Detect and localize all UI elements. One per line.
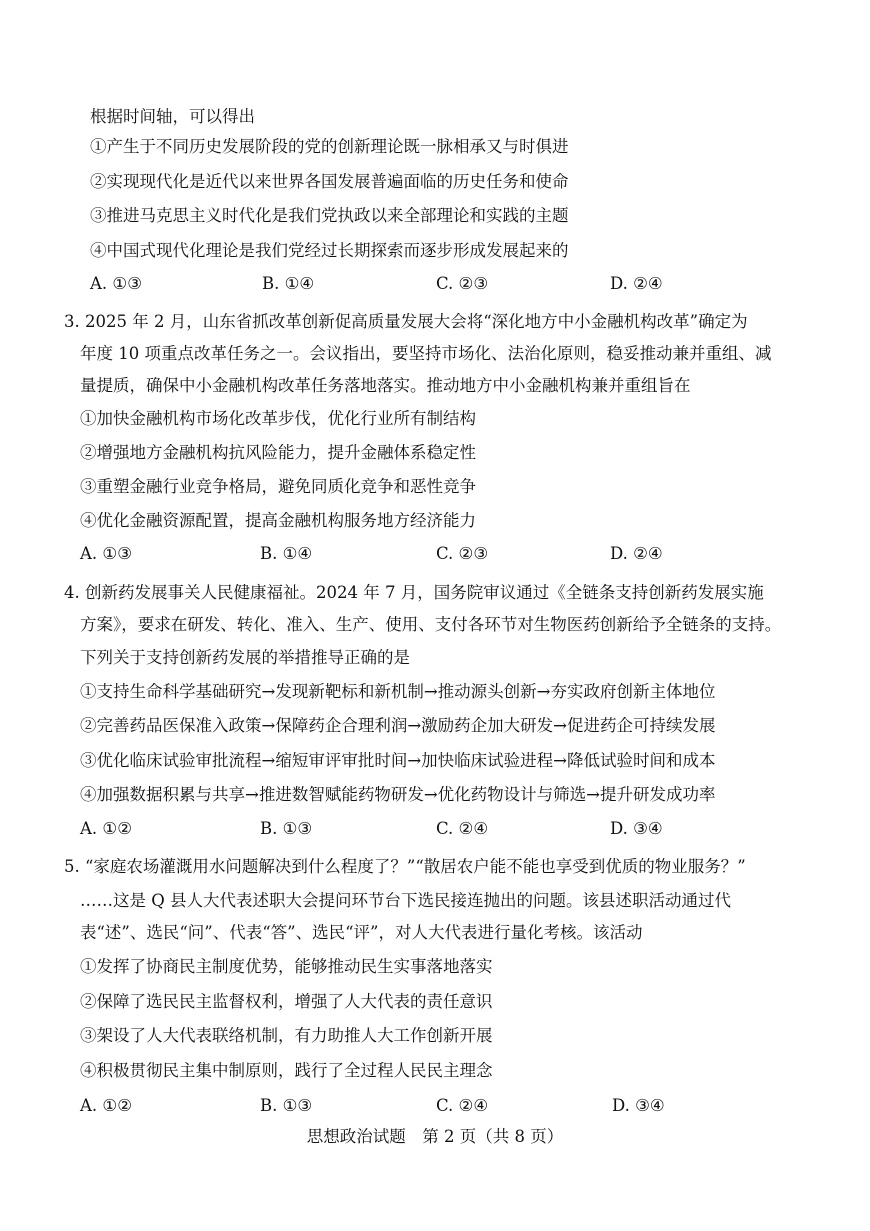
q2-item-1: ①产生于不同历史发展阶段的党的创新理论既一脉相承又与时俱进: [90, 137, 569, 156]
q5-stem-line-3: 表“述”、选民“问”、代表“答”、选民“评”，对人大代表进行量化考核。该活动: [80, 923, 643, 942]
q4-item-2: ②完善药品医保准入政策→保障药企合理利润→激励药企加大研发→促进药企可持续发展: [80, 716, 716, 735]
q3-stem-line-2: 年度 10 项重点改革任务之一。会议指出，要坚持市场化、法治化原则，稳妥推动兼并重组、减: [80, 344, 772, 363]
q5-item-3: ③架设了人大代表联络机制，有力助推人大工作创新开展: [80, 1026, 493, 1045]
q4-item-3: ③优化临床试验审批流程→缩短审评审批时间→加快临床试验进程→降低试验时间和成本: [80, 751, 716, 770]
q4-option-b: B. ①③: [260, 819, 313, 838]
q4-stem-line-1: 4. 创新药发展事关人民健康福祉。2024 年 7 月，国务院审议通过《全链条支持创新药发展实施: [64, 583, 764, 602]
q5-item-1: ①发挥了协商民主制度优势，能够推动民生实事落地落实: [80, 957, 493, 976]
q3-option-c: C. ②③: [436, 544, 489, 563]
q2-item-3: ③推进马克思主义时代化是我们党执政以来全部理论和实践的主题: [90, 206, 569, 225]
q4-stem-line-2: 方案》，要求在研发、转化、准入、生产、使用、支付各环节对生物医药创新给予全链条的支持。: [80, 615, 782, 634]
q3-item-1: ①加快金融机构市场化改革步伐，优化行业所有制结构: [80, 409, 476, 428]
q5-item-4: ④积极贯彻民主集中制原则，践行了全过程人民民主理念: [80, 1061, 493, 1080]
q5-stem-line-2: ……这是 Q 县人大代表述职大会提问环节台下选民接连抛出的问题。该县述职活动通过代: [80, 891, 732, 910]
q4-item-4: ④加强数据积累与共享→推进数智赋能药物研发→优化药物设计与筛选→提升研发成功率: [80, 785, 716, 804]
q4-option-c: C. ②④: [436, 819, 489, 838]
q3-option-d: D. ②④: [610, 544, 663, 563]
q3-item-4: ④优化金融资源配置，提高金融机构服务地方经济能力: [80, 511, 476, 530]
q3-stem-line-1: 3. 2025 年 2 月，山东省抓改革创新促高质量发展大会将“深化地方中小金融机构改革”确定为: [64, 312, 748, 331]
q5-option-b: B. ①③: [260, 1096, 313, 1115]
q2-option-d: D. ②④: [610, 274, 663, 293]
q5-item-2: ②保障了选民民主监督权利，增强了人大代表的责任意识: [80, 992, 493, 1011]
q5-option-c: C. ②④: [436, 1096, 489, 1115]
q3-stem-line-3: 量提质，确保中小金融机构改革任务落地落实。推动地方中小金融机构兼并重组旨在: [80, 376, 691, 395]
q2-item-2: ②实现现代化是近代以来世界各国发展普遍面临的历史任务和使命: [90, 172, 569, 191]
q3-option-a: A. ①③: [80, 544, 132, 563]
q2-option-a: A. ①③: [90, 274, 142, 293]
q4-stem-line-3: 下列关于支持创新药发展的举措推导正确的是: [80, 648, 410, 667]
q4-item-1: ①支持生命科学基础研究→发现新靶标和新机制→推动源头创新→夯实政府创新主体地位: [80, 682, 716, 701]
q3-option-b: B. ①④: [260, 544, 313, 563]
q2-option-c: C. ②③: [436, 274, 489, 293]
q5-option-d: D. ③④: [612, 1096, 665, 1115]
q2-stem-tail: 根据时间轴，可以得出: [90, 107, 255, 126]
q3-item-2: ②增强地方金融机构抗风险能力，提升金融体系稳定性: [80, 443, 476, 462]
q3-item-3: ③重塑金融行业竞争格局，避免同质化竞争和恶性竞争: [80, 477, 476, 496]
q2-item-4: ④中国式现代化理论是我们党经过长期探索而逐步形成发展起来的: [90, 241, 569, 260]
q5-option-a: A. ①②: [80, 1096, 132, 1115]
q4-option-d: D. ③④: [610, 819, 663, 838]
page-footer: 思想政治试题 第 2 页（共 8 页）: [306, 1127, 564, 1146]
q4-option-a: A. ①②: [80, 819, 132, 838]
q2-option-b: B. ①④: [262, 274, 315, 293]
q5-stem-line-1: 5. “家庭农场灌溉用水问题解决到什么程度了？”“散居农户能不能也享受到优质的物业服务？”: [64, 857, 746, 876]
